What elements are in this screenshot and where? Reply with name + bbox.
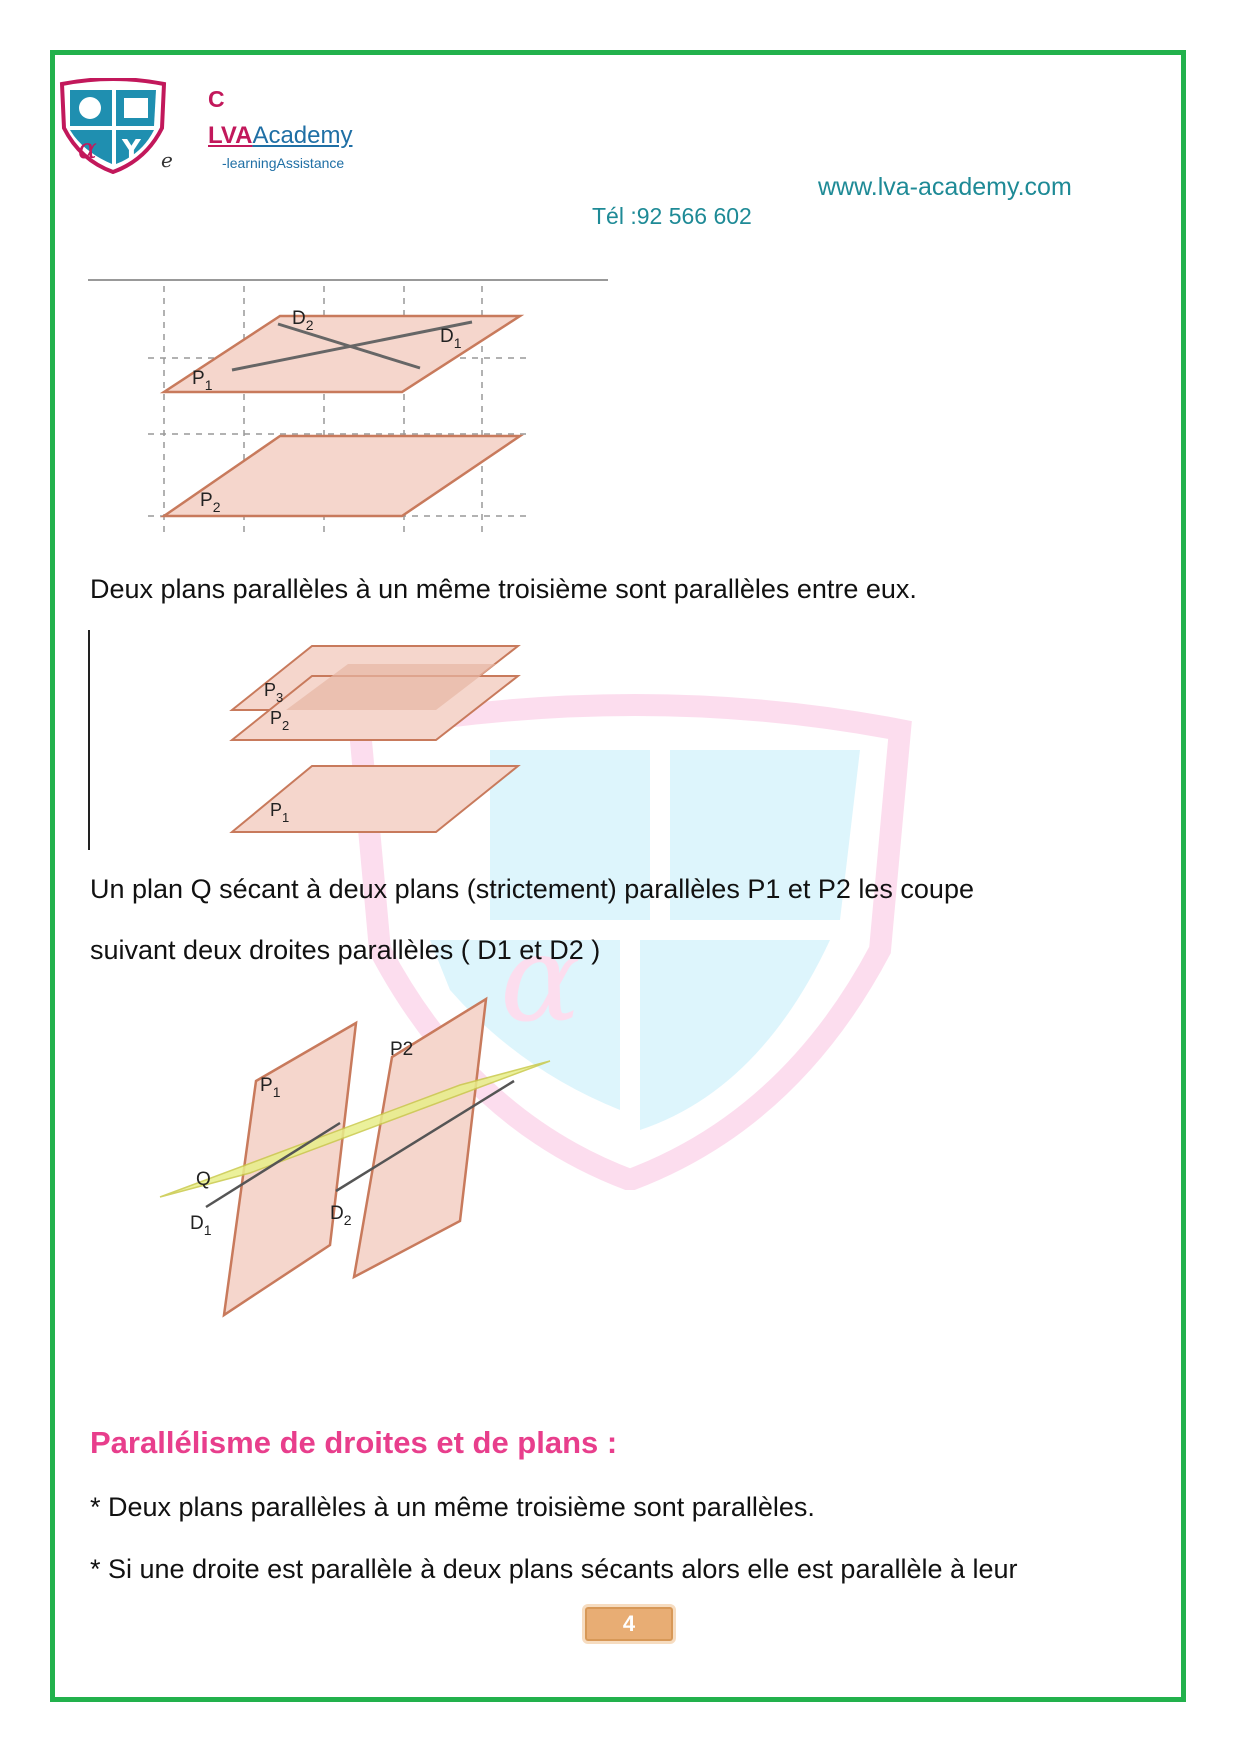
- section-heading: Parallélisme de droites et de plans :: [90, 1425, 618, 1460]
- phone-number: Tél :92 566 602: [592, 203, 752, 229]
- paragraph-secant-plane-line2: suivant deux droites parallèles ( D1 et D2 ): [90, 935, 601, 965]
- label-p3: $P_3$: [264, 680, 284, 705]
- logo-letter-e: e: [161, 148, 173, 172]
- svg-text:Y: Y: [122, 135, 141, 165]
- paragraph-parallel-planes: Deux plans parallèles à un même troisième sont parallèles entre eux.: [90, 574, 917, 604]
- label-p2: $P_2$: [270, 708, 290, 733]
- plane-p1: [164, 316, 520, 392]
- plane-q: [160, 1061, 550, 1197]
- label-p2: $P_2$: [200, 490, 221, 515]
- brand-subtitle: -learningAssistance: [222, 155, 345, 171]
- brand-academy: Academy: [252, 122, 353, 149]
- label-d2: $D_2$: [292, 308, 314, 333]
- website-link[interactable]: www.lva-academy.com: [818, 173, 1072, 201]
- brand-name: [208, 122, 352, 150]
- brand-lva: LVA: [208, 122, 253, 149]
- label-p1: $P_1$: [192, 368, 213, 393]
- bullet-item-2: * Si une droite est parallèle à deux plans sécants alors elle est parallèle à leur: [90, 1554, 1018, 1584]
- plane-p1: [232, 766, 518, 832]
- label-d1: $D_1$: [190, 1213, 212, 1238]
- svg-text:α: α: [78, 132, 97, 165]
- label-p2: P2: [390, 1039, 414, 1060]
- brand-letter-c: C: [208, 86, 225, 112]
- page-number-badge: 4: [582, 1604, 676, 1644]
- figure-secant-plane: [150, 985, 560, 1325]
- lva-academy-logo: [58, 78, 168, 174]
- figure-two-parallel-planes: [88, 272, 608, 534]
- label-p1: $P_1$: [270, 800, 290, 825]
- svg-text:α: α: [500, 910, 582, 1049]
- label-d1: $D_1$: [440, 326, 462, 351]
- figure-three-parallel-planes: [86, 630, 526, 850]
- paragraph-secant-plane-line1: Un plan Q sécant à deux plans (strictement) parallèles P1 et P2 les coupe: [90, 874, 974, 904]
- label-p1: $P_1$: [260, 1075, 281, 1100]
- bullet-item-1: * Deux plans parallèles à un même troisième sont parallèles.: [90, 1492, 815, 1522]
- label-d2: $D_2$: [330, 1203, 352, 1228]
- label-q: Q: [196, 1169, 211, 1190]
